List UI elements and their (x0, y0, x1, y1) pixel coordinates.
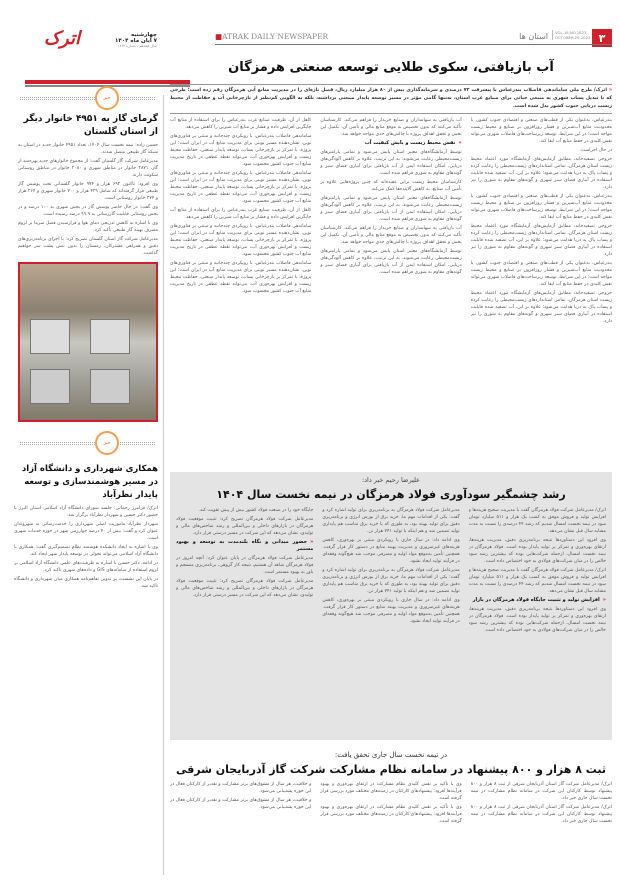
paragraph: مدیرعامل شرکت گاز استان گلستان تصریح کرد: با اجرای برنامه‌ریزی‌های دقیق و همراهی مشترکان، زمستان را بدون تنش پشت سر خواهیم گذاشت. (18, 237, 158, 256)
newspaper-name-text: ATRAK DAILY NEWSPAPER (222, 32, 329, 41)
paragraph: و خلاقیت، هر سال از مشوق‌های برتر مشارکت و تقدیر از کارکنان فعال در این حوزه پشتیبانی می‌شود. (170, 782, 312, 794)
vol-number: VOL.18,NO.1823 (555, 30, 587, 35)
paragraph: وی با تأکید بر نقش کلیدی نظام مشارکت در ارتقای بهره‌وری و بهبود فرآیندها افزود: پیشنهادهای کارکنان در زمینه‌های مختلف مورد بررسی قرار گرفته است. (320, 805, 462, 824)
divider (20, 442, 155, 445)
sidebar-red-bar (25, 80, 190, 84)
page-number-badge: ۳ (592, 29, 612, 47)
box-col-1 (469, 507, 606, 736)
date-block (82, 32, 157, 48)
bottom-article (170, 750, 612, 883)
main-col-1 (471, 117, 612, 468)
paragraph: ساماندهی فاضلاب بندرعباس، با رویکردی چندجانبه و مبتنی بر فناوری‌های نوین، نشان‌دهنده مسیر نوینی برای مدیریت منابع آب در ایران است؛ این پروژه، با تمرکز بر بازچرخانی پساب، توسعه پایدار صنعتی، حفاظت محیط زیست و افزایش بهره‌وری آب، می‌تواند نقطه عطفی در تاریخ مدیریت منابع آب جنوب کشور محسوب شود. (170, 134, 312, 167)
paragraph: ساماندهی فاضلاب بندرعباس، با رویکردی چندجانبه و مبتنی بر فناوری‌های نوین، نشان‌دهنده مسیر نوینی برای مدیریت منابع آب در ایران است؛ این پروژه، با تمرکز بر بازچرخانی پساب، توسعه پایدار صنعتی، حفاظت محیط زیست و افزایش بهره‌وری آب، می‌تواند نقطه عطفی در تاریخ مدیریت منابع آب جنوب کشور محسوب شود. (170, 261, 312, 294)
paragraph: وی با اشاره به کاهش تدریجی دمای هوا و فرارسیدن فصل سرما بر لزوم مصرف بهینه گاز طبیعی تأکید کرد. (18, 221, 158, 233)
sidebar-article1 (18, 113, 158, 256)
paragraph: خروجی تصفیه‌خانه، مطابق آزمایش‌های آزمایشگاه مورد اعتماد محیط زیست استان هرمزگان، تمامی استانداردهای زیست‌محیطی را رعایت کرده و پساب پاک به دریا هدایت می‌شود؛ علاوه بر این، آب تصفیه شده قابلیت استفاده در آبیاری فضای سبز شهری و گونه‌های مقاوم به شوری را نیز دارد. (470, 224, 612, 257)
header-rule (215, 44, 612, 45)
news-badge: خبر (95, 431, 119, 455)
paragraph: کاهل از آن، ظرفیت صنایع غرب بندرعباس را برای استفاده از منابع آب جایگزین افزایش داده و فشار بر منابع آب شیرین را کاهش می‌دهد. (170, 208, 312, 220)
rule (170, 113, 612, 114)
newspaper-name: ■ATRAK DAILY NEWSPAPER (215, 32, 329, 41)
paragraph: ساماندهی فاضلاب بندرعباس، با رویکردی چندجانبه و مبتنی بر فناوری‌های نوین، نشان‌دهنده مسیر نوینی برای مدیریت منابع آب در ایران است؛ این پروژه، با تمرکز بر بازچرخانی پساب، توسعه پایدار صنعتی، حفاظت محیط زیست و افزایش بهره‌وری آب، می‌تواند نقطه عطفی در تاریخ مدیریت منابع آب جنوب کشور محسوب شود. (170, 171, 312, 204)
box-col-2 (322, 507, 459, 736)
paragraph: اترک/ مدیرعامل شرکت گاز استان آذربایجان شرقی از ثبت ۸ هزار و ۸۰۰ پیشنهاد توسط کارکنان این شرکت در سامانه نظام مشارکت در نیمه نخست سال جاری خبر داد. (470, 782, 612, 801)
kicker: علیرضا رحیم خبر داد: (361, 476, 421, 484)
bottom-col-2 (320, 781, 461, 883)
sidebar-article2 (14, 463, 158, 880)
paragraph: آب بازیافتی به سهامداران و صنایع خریدار را فراهم می‌کند. کارشناسان تأکید می‌کنند که بدون تخصیص به موقع منابع مالی و تأمین آن، تکمیل این بخش و تحقق اهداف پروژه با چالش‌های جدی مواجه خواهد شد. (320, 226, 462, 245)
lead-text: اترک/ طرح ملی ساماندهی فاضلاب بندرعباس با پیشرفت ۷۲ درصدی و سرمایه‌گذاری بیش از ۸۰ هزار میلیارد ریال، فصل تازه‌ای را در مدیریت منابع آبی هرمزگان رقم زده است؛ طرحی که با تبدیل پساب شهری به منبعی حیاتی برای صنایع غرب استان، نه‌تنها گامی مؤثر در مسیر توسعه پایدار صنعتی برداشته، بلکه به الگویی کم‌نظیر از بازچرخانی آب و حفاظت از محیط زیست دریایی جنوب کشور بدل شده است. (170, 88, 612, 109)
subheading: « نقش محیط زیست و پایش کیفیت آب (320, 140, 461, 147)
paragraph: اترک/ مدیرعامل شرکت فولاد هرمزگان گفت با مدیریت صحیح هزینه‌ها و افزایش تولید و فروش موفق به کسب یک هزار و ۵۱۱ میلیارد تومان سود در نیمه نخست امسال شدیم که رشد ۴۴ درصدی را نسبت به مدت مشابه سال قبل نشان می‌دهد. (468, 568, 606, 594)
paragraph: مدیرعامل شرکت فولاد هرمزگان در پایان عنوان کرد: آنچه امروز در فولاد هرمزگان شاهد آن هستیم، نتیجه کار گروهی، برنامه‌ریزی منسجم و باور به بهبود مستمر است. (176, 556, 314, 575)
box-columns (176, 507, 606, 736)
date-en: OCTOBER.29.2025 (555, 35, 591, 40)
paragraph: بندرعباس، به‌عنوان یکی از قطب‌های صنعتی و اقتصادی جنوب کشور، با محدودیت منابع آب‌شیرین و فشار روزافزون بر صنایع و محیط زیست مواجه است؛ در این شرایط، توسعه زیرساخت‌های فاضلاب شهری می‌تواند نقش کلیدی در حفظ منابع آب ایفا کند. (470, 118, 612, 144)
paragraph: وی گفت: در حال حاضر پوشش گاز در بخش شهری به ۱۰۰ درصد و در بخش روستایی قابلیت گازرسانی به ۹۹.۹ درصد رسیده است. (18, 205, 158, 217)
paragraph: وی ادامه داد: در سال جاری با رویکردی مبتنی بر بهره‌وری، کاهش هزینه‌های غیرضروری و مدیریت بهینه منابع در دستور کار قرار گرفت. همچنین تأمین به‌موقع مواد اولیه و مصرفی موجب شد هیچ‌گونه وقفه‌ای در فرآیند تولید ایجاد نشود. (322, 598, 460, 624)
bottom-kicker: در نیمه نخست سال جاری تحقق یافت: (334, 751, 448, 759)
paragraph: مدیرعامل شرکت فولاد هرمزگان تصریح کرد: تثبیت موقعیت فولاد هرمزگان در بازارهای داخلی و بین‌المللی و رشد شاخص‌های مالی و تولیدی، نشان می‌دهد که این شرکت در مسیر درستی قرار دارد. (176, 517, 314, 536)
issue-line: سال هجدهم ـ شماره ۱۸۲۳ (117, 44, 157, 48)
paragraph: مدیرعامل شرکت فولاد هرمزگان به برنامه‌ریزی برای تولید اشاره کرد و گفت: یکی از اقدامات مهم ما، خرید برق از بورس انرژی و برنامه‌ریزی دقیق برای تولید بهینه بود، به طوری که با خرید برق مناسب هم پایداری تولید تضمین شد و هم اینکه با تولید ۷۴۱ هزار تن. (322, 508, 460, 534)
paragraph: و خلاقیت، هر سال از مشوق‌های برتر مشارکت و تقدیر از کارکنان فعال در این حوزه پشتیبانی می‌شود. (170, 798, 312, 810)
paragraph: وی ادامه داد: در سال جاری با رویکردی مبتنی بر بهره‌وری، کاهش هزینه‌های غیرضروری و مدیریت بهینه منابع در دستور کار قرار گرفت. همچنین تأمین به‌موقع مواد اولیه و مصرفی موجب شد هیچ‌گونه وقفه‌ای در فرآیند تولید ایجاد نشود. (322, 538, 460, 564)
news-badge: خبر (95, 86, 119, 110)
paragraph: در پایان این نشست، بر تدوین تفاهم‌نامه همکاری میان شهرداری و دانشگاه تاکید شد. (14, 577, 158, 589)
paragraph: بندرعباس، به‌عنوان یکی از قطب‌های صنعتی و اقتصادی جنوب کشور، با محدودیت منابع آب‌شیرین و فشار روزافزون بر صنایع و محیط زیست مواجه است؛ در این شرایط، توسعه زیرساخت‌های فاضلاب شهری می‌تواند نقش کلیدی در حفظ منابع آب ایفا کند. (470, 261, 612, 287)
main-col-2 (320, 117, 461, 468)
paragraph: خروجی تصفیه‌خانه، مطابق آزمایش‌های آزمایشگاه مورد اعتماد محیط زیست استان هرمزگان، تمامی استانداردهای زیست‌محیطی را رعایت کرده و پساب پاک به دریا هدایت می‌شود؛ علاوه بر این، آب تصفیه شده قابلیت استفاده در آبیاری فضای سبز شهری و گونه‌های مقاوم به شوری را نیز دارد. (470, 157, 612, 190)
section-name: استان ها (519, 32, 548, 41)
sidebar-article2-title: همکاری شهرداری و دانشگاه آزاد در مسیر هوشمندسازی و توسعه پایدار نظرآباد (21, 464, 158, 500)
divider (20, 97, 155, 100)
paragraph: توسط آزمایشگاه‌های معتبر استان پایش می‌شود و تمامی پارامترهای زیست‌محیطی رعایت می‌شوند. به این ترتیب، علاوه بر کاهش آلودگی‌های دریایی، امکان استفاده ایمن از آب بازیافتی برای آبیاری فضای سبز و گونه‌های مقاوم به شوری فراهم شده است. (320, 249, 462, 275)
subheading: « افزایش تولید و تثبیت جایگاه فولاد هرمزگان در بازار (469, 597, 606, 604)
bottom-columns (170, 781, 612, 883)
paragraph: وی افزود این دستاوردها نتیجه برنامه‌ریزی دقیق، مدیریت هزینه‌ها، ارتقای بهره‌وری و تمرکز بر تولید پایدار بوده است. فولاد هرمزگان در نیمه نخست امسال، ازجمله شرکت‌هایی بوده که بیشترین رشد سود خالص را در میان شرکت‌های فولادی به خود اختصاص داده است. (468, 538, 606, 564)
box-headline: رشد چشمگیر سودآوری فولاد هرمزگان در نیمه نخست سال ۱۴۰۴ (216, 488, 566, 501)
paragraph: جایگاه خود را در صنعت فولاد کشور بیش از پیش تقویت کند. (198, 508, 314, 513)
bottom-headline: ثبت ۸ هزار و ۸۰۰ پیشنهاد در سامانه نظام مشارکت شرکت گاز آذربایجان شرقی (175, 763, 607, 776)
day: چهارشنبه (130, 32, 157, 38)
main-article (170, 58, 612, 468)
subheading: « حضور میدانی و نگاه بلندمدت به توسعه و بهبود مستمر (176, 539, 313, 553)
main-lead: « اترک/ طرح ملی ساماندهی فاضلاب بندرعباس با پیشرفت ۷۲ درصدی و سرمایه‌گذاری بیش از ۸۰ هزار میلیارد ریال، فصل تازه‌ای را در مدیریت منابع آبی هرمزگان رقم زده است؛ طرحی که با تبدیل پساب شهری به منبعی حیاتی برای صنایع غرب استان، نه‌تنها گامی مؤثر در مسیر توسعه پایدار صنعتی برداشته، بلکه به الگویی کم‌نظیر از بازچرخانی آب و حفاظت از محیط زیست دریایی جنوب کشور بدل شده است. (170, 88, 612, 109)
main-headline: آب بازیافتی، سکوی طلایی توسعه صنعتی هرمزگان (228, 60, 554, 75)
logo: اترک (43, 28, 80, 49)
paragraph: وی افزود: تاکنون ۶۹۲ هزار و ۹۷۴ خانوار گلستانی تحت پوشش گاز طبیعی قرار گرفته‌اند که شامل ۴۲۹ هزار و ۷۰۰ خانوار شهری و ۲۶۴ هزار و ۲۷۴ خانوار روستایی است. (18, 182, 158, 201)
paragraph: مدیرعامل شرکت گاز گلستان گفت: از مجموع خانوارهای جدید بهره‌مند از گاز، ۲۸۷۱ خانوار در مناطق شهری و ۲۰۸۰ خانوار در مناطق روستایی سکونت دارند. (18, 159, 158, 178)
paragraph: مدیرعامل شرکت فولاد هرمزگان تصریح کرد: تثبیت موقعیت فولاد هرمزگان در بازارهای داخلی و بین‌المللی و رشد شاخص‌های مالی و تولیدی، نشان می‌دهد که این شرکت در مسیر درستی قرار دارد. (176, 579, 314, 598)
paragraph: کارشناسان محیط زیست براین عقیده‌اند که چنین پروژه‌هایی علاوه بر تأمین آب صنایع، به کاهش آلاینده‌ها کمک می‌کند. (320, 180, 462, 192)
bottom-col-3 (170, 781, 311, 883)
steel-article-box (170, 472, 612, 740)
paragraph: اترک/ مدیرعامل شرکت فولاد هرمزگان گفت با مدیریت صحیح هزینه‌ها و افزایش تولید و فروش موفق به کسب یک هزار و ۵۱۱ میلیارد تومان سود در نیمه نخست امسال شدیم که رشد ۴۴ درصدی را نسبت به مدت مشابه سال قبل نشان می‌دهد. (468, 508, 606, 534)
paragraph: بندرعباس، به‌عنوان یکی از قطب‌های صنعتی و اقتصادی جنوب کشور، با محدودیت منابع آب‌شیرین و فشار روزافزون بر صنایع و محیط زیست مواجه است؛ در این شرایط، توسعه زیرساخت‌های فاضلاب شهری می‌تواند نقش کلیدی در حفظ منابع آب ایفا کند. (470, 194, 612, 220)
paragraph: وی افزود این دستاوردها نتیجه برنامه‌ریزی دقیق، مدیریت هزینه‌ها، ارتقای بهره‌وری و تمرکز بر تولید پایدار بوده است. فولاد هرمزگان در نیمه نخست امسال، ازجمله شرکت‌هایی بوده که بیشترین رشد سود خالص را در میان شرکت‌های فولادی به خود اختصاص داده است. (468, 607, 606, 633)
paragraph: توسط آزمایشگاه‌های معتبر استان پایش می‌شود و تمامی پارامترهای زیست‌محیطی رعایت می‌شوند. به این ترتیب، علاوه بر کاهش آلودگی‌های دریایی، امکان استفاده ایمن از آب بازیافتی برای آبیاری فضای سبز و گونه‌های مقاوم به شوری فراهم شده است. (320, 196, 462, 222)
paragraph: کاهل از آن، ظرفیت صنایع غرب بندرعباس را برای استفاده از منابع آب جایگزین افزایش داده و فشار بر منابع آب شیرین را کاهش می‌دهد. (170, 118, 312, 130)
paragraph: در ادامه، دکتر حسین با اشاره به ظرفیت‌های علمی دانشگاه آزاد اسلامی بر لزوم استفاده از سامانه‌های GIS و داده‌های شهری تاکید کرد. (14, 561, 158, 573)
paragraph: شهردار نظرآباد ماموریت اصلی شهرداری را خدمت‌رسانی به شهروندان عنوان کرد و گفت: بیش از ۴۰ درصد خوارزمی شهر در حوزه خدمات شهری است. (14, 522, 158, 541)
gas-meters-photo (18, 262, 158, 422)
paragraph: حسین زاده: نیمه نخست سال ۱۴۰۴، تعداد ۴۹۵۱ خانوار جدید در استان به شبکه گاز طبیعی متصل شدند. (18, 143, 158, 155)
main-columns (170, 117, 612, 468)
main-col-3 (170, 117, 311, 468)
column-separator (163, 95, 164, 875)
paragraph: وی با تأکید بر نقش کلیدی نظام مشارکت در ارتقای بهره‌وری و بهبود فرآیندها افزود: پیشنهادهای کارکنان در زمینه‌های مختلف مورد بررسی قرار گرفته است. (320, 782, 462, 801)
paragraph: وی با اشاره به ایجاد دانشکده هوشمند نظام تصمیم‌گیری گفت: همکاری با دانشگاه آزاد اسلامی می‌تواند تحولی در توسعه پایدار شهر ایجاد کند. (14, 545, 158, 557)
paragraph: اترک/ فرامرز رحمانی: جلسه شورای دانشگاه آزاد اسلامی استان البرز با حضور دکتر حسین و شهردار نظرآباد برگزار شد. (14, 506, 158, 518)
paragraph: توسط آزمایشگاه‌های معتبر استان پایش می‌شود و تمامی پارامترهای زیست‌محیطی رعایت می‌شوند. به این ترتیب، علاوه بر کاهش آلودگی‌های دریایی، امکان استفاده ایمن از آب بازیافتی برای آبیاری فضای سبز و گونه‌های مقاوم به شوری فراهم شده است. (320, 150, 462, 176)
sidebar-article1-body (18, 142, 158, 256)
box-col-3 (176, 507, 313, 736)
bottom-col-1 (471, 781, 612, 883)
paragraph: در حال اجراست. (579, 148, 612, 153)
date-fa: ۷ آبان ماه ۱۴۰۴ (115, 38, 157, 44)
paragraph: خروجی تصفیه‌خانه، مطابق آزمایش‌های آزمایشگاه مورد اعتماد محیط زیست استان هرمزگان، تمامی استانداردهای زیست‌محیطی را رعایت کرده و پساب پاک به دریا هدایت می‌شود؛ علاوه بر این، آب تصفیه شده قابلیت استفاده در آبیاری فضای سبز شهری و گونه‌های مقاوم به شوری را نیز دارد. (470, 291, 612, 324)
sidebar-article2-body (14, 505, 158, 880)
vol-info (552, 30, 591, 40)
paragraph: اترک/ مدیرعامل شرکت گاز استان آذربایجان شرقی از ثبت ۸ هزار و ۸۰۰ پیشنهاد توسط کارکنان این شرکت در سامانه نظام مشارکت در نیمه نخست سال جاری خبر داد. (470, 805, 612, 824)
paragraph: آب بازیافتی به سهامداران و صنایع خریدار را فراهم می‌کند. کارشناسان تأکید می‌کنند که بدون تخصیص به موقع منابع مالی و تأمین آن، تکمیل این بخش و تحقق اهداف پروژه با چالش‌های جدی مواجه خواهد شد. (320, 118, 462, 137)
paragraph: ساماندهی فاضلاب بندرعباس، با رویکردی چندجانبه و مبتنی بر فناوری‌های نوین، نشان‌دهنده مسیر نوینی برای مدیریت منابع آب در ایران است؛ این پروژه، با تمرکز بر بازچرخانی پساب، توسعه پایدار صنعتی، حفاظت محیط زیست و افزایش بهره‌وری آب، می‌تواند نقطه عطفی در تاریخ مدیریت منابع آب جنوب کشور محسوب شود. (170, 224, 312, 257)
paragraph: مدیرعامل شرکت فولاد هرمزگان به برنامه‌ریزی برای تولید اشاره کرد و گفت: یکی از اقدامات مهم ما، خرید برق از بورس انرژی و برنامه‌ریزی دقیق برای تولید بهینه بود، به طوری که با خرید برق مناسب هم پایداری تولید تضمین شد و هم اینکه با تولید ۷۴۱ هزار تن. (322, 568, 460, 594)
sidebar-article1-title: گرمای گاز به ۴۹۵۱ خانوار دیگر از استان گلستان (23, 114, 158, 137)
